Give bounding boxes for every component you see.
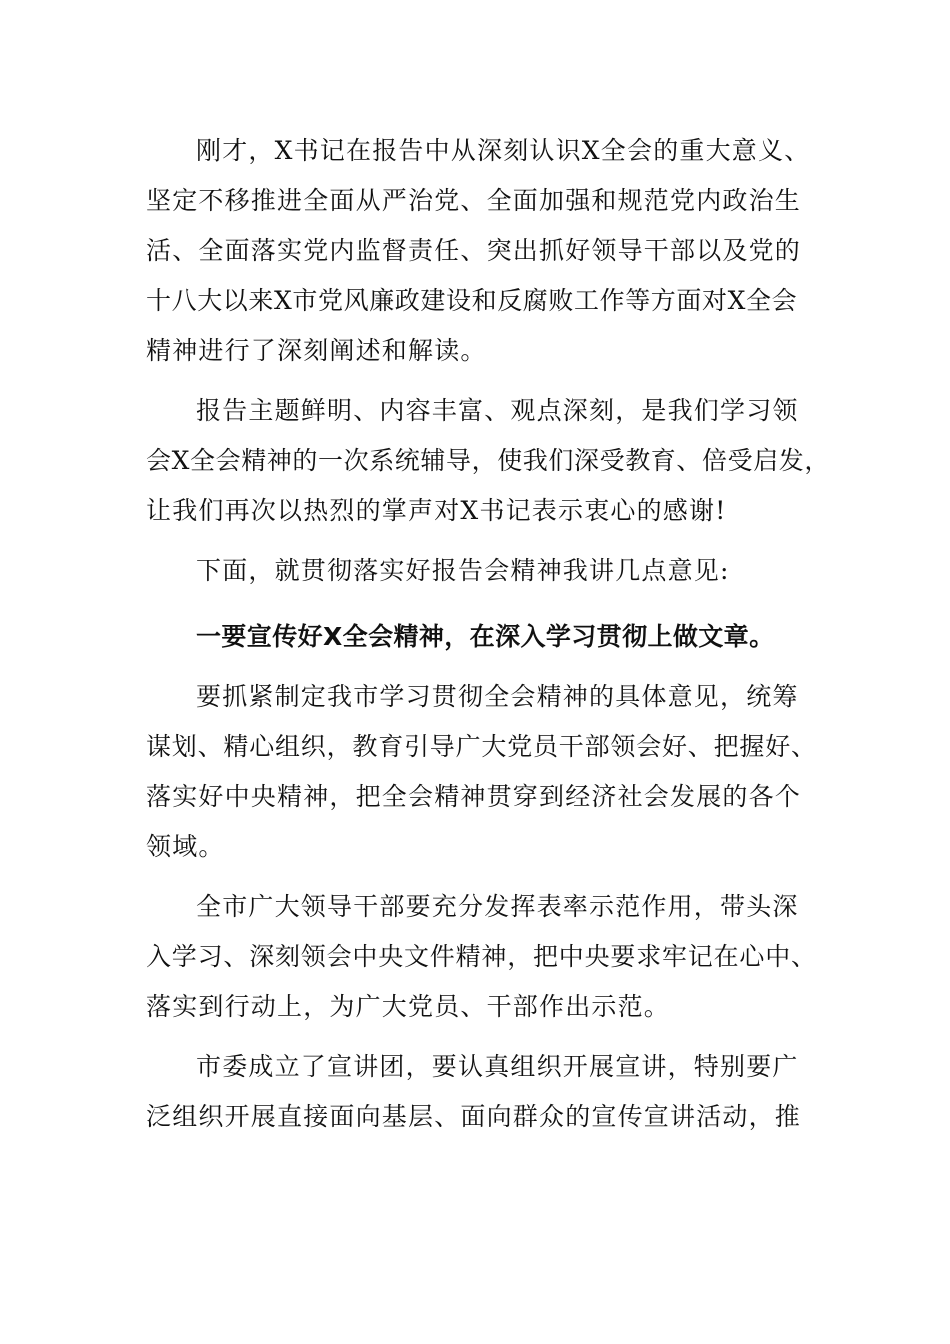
text-line: 落实到行动上，为广大党员、干部作出示范。: [146, 992, 671, 1021]
text-line: 落实好中央精神，把全会精神贯穿到经济社会发展的各个: [146, 782, 802, 811]
text-line: 活、全面落实党内监督责任、突出抓好领导干部以及党的: [146, 236, 802, 265]
text-line: 刚才，X书记在报告中从深刻认识X全会的重大意义、: [196, 136, 811, 165]
text-line: 让我们再次以热烈的掌声对X书记表示衷心的感谢!: [146, 496, 727, 525]
text-line: 会X全会精神的一次系统辅导，使我们深受教育、倍受启发，: [146, 446, 830, 475]
text-line: 领域。: [146, 832, 225, 861]
text-line: 要抓紧制定我市学习贯彻全会精神的具体意见，统筹: [196, 682, 799, 711]
text-line: 泛组织开展直接面向基层、面向群众的宣传宣讲活动，推: [146, 1102, 802, 1131]
text-line: 市委成立了宣讲团，要认真组织开展宣讲，特别要广: [196, 1052, 799, 1081]
text-line: 谋划、精心组织，教育引导广大党员干部领会好、把握好、: [146, 732, 817, 761]
text-line: 入学习、深刻领会中央文件精神，把中央要求牢记在心中、: [146, 942, 817, 971]
text-line: 精神进行了深刻阐述和解读。: [146, 336, 487, 365]
text-line: 全市广大领导干部要充分发挥表率示范作用，带头深: [196, 892, 799, 921]
text-line: 十八大以来X市党风廉政建设和反腐败工作等方面对X全会: [146, 286, 798, 315]
text-line: 坚定不移推进全面从严治党、全面加强和规范党内政治生: [146, 186, 802, 215]
section-heading: 一要宣传好X全会精神，在深入学习贯彻上做文章。: [196, 622, 775, 651]
text-line: 下面，就贯彻落实好报告会精神我讲几点意见:: [196, 556, 730, 585]
text-line: 报告主题鲜明、内容丰富、观点深刻，是我们学习领: [196, 396, 799, 425]
